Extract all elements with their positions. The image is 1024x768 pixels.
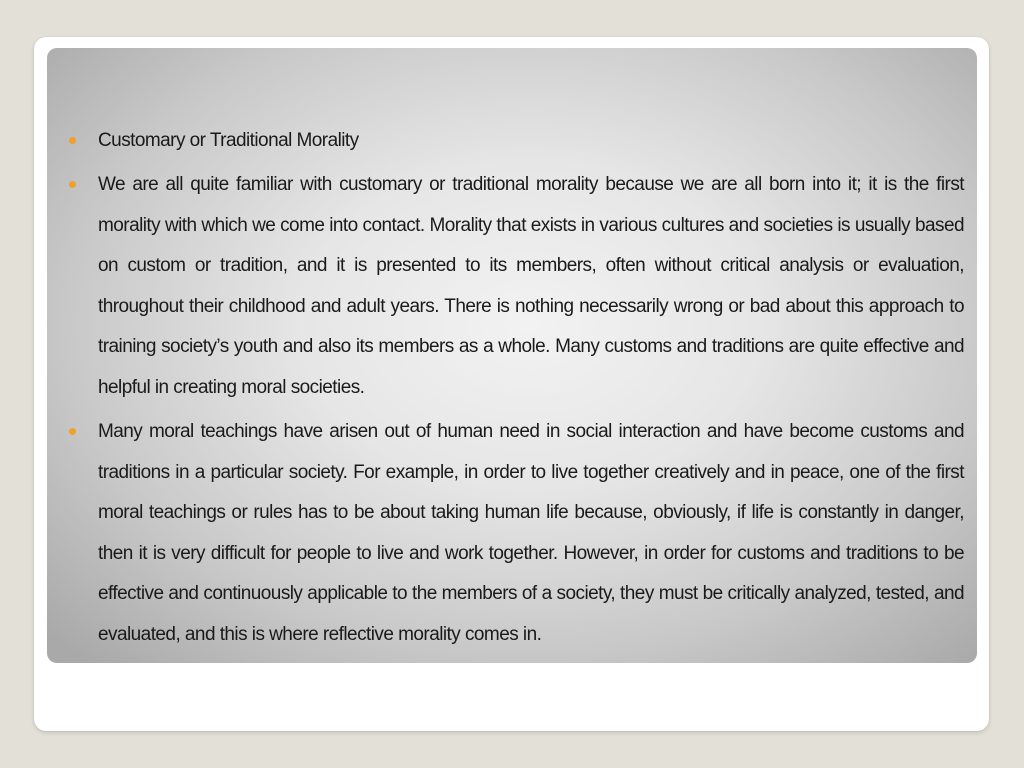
bullet-item-heading (98, 129, 964, 153)
bullet-item-moral-teachings (98, 412, 964, 656)
bullet-text: Many moral teachings have arisen out of human need in social interaction and have become customs and traditions in a particular society. For example, in order to live together creatively and in peace, one of the first moral teachings or rules has to be about taking human life because, obviously, if life is constantly in danger, then it is very difficult for people to live and work together. However, in order for customs and traditions to be effective and continuously applicable to the members of a society, they must be critically analyzed, tested, and evaluated, and this is where reflective morality comes in. (98, 421, 964, 645)
bullet-text: We are all quite familiar with customary or traditional morality because we are all born into it; it is the first morality with which we come into contact. Morality that exists in various cultures and societies is usually based on custom or tradition, and it is presented to its members, often without critical analysis or evaluation, throughout their childhood and adult years. There is nothing necessarily wrong or bad about this approach to training society’s youth and also its members as a whole. Many customs and traditions are quite effective and helpful in creating moral societies. (98, 174, 964, 398)
content-panel (47, 48, 977, 663)
bullet-text: Customary or Traditional Morality (98, 130, 359, 151)
bullet-dot-icon (69, 428, 76, 435)
bullet-dot-icon (69, 137, 76, 144)
bullet-item-customary (98, 165, 964, 409)
bullet-dot-icon (69, 181, 76, 188)
